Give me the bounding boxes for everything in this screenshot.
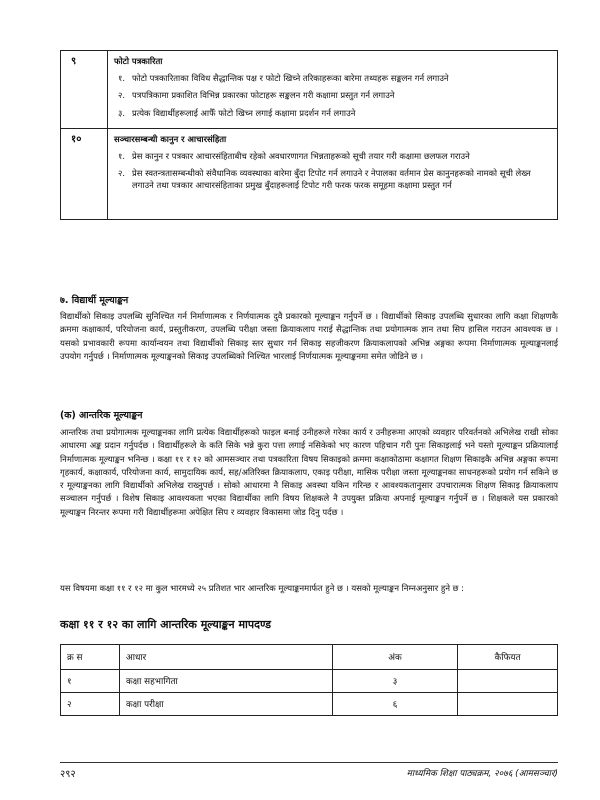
unit-content bbox=[108, 51, 558, 129]
item-number: २. bbox=[118, 90, 126, 101]
cell-sn: १ bbox=[61, 670, 120, 693]
unit-item bbox=[114, 89, 551, 101]
item-number: १. bbox=[118, 73, 126, 84]
criteria-title: कक्षा ११ र १२ का लागि आन्तरिक मूल्याङ्कन मापदण्ड bbox=[60, 618, 272, 631]
unit-row bbox=[61, 51, 558, 129]
footer-divider bbox=[60, 762, 558, 763]
column-header: अंक bbox=[333, 645, 458, 670]
item-number: १. bbox=[118, 150, 126, 161]
unit-number: १० bbox=[61, 128, 108, 219]
unit-item bbox=[114, 150, 551, 162]
unit-item bbox=[114, 167, 551, 191]
cell-sn: २ bbox=[61, 693, 120, 716]
criteria-table bbox=[60, 644, 558, 716]
cell-basis: कक्षा परीक्षा bbox=[120, 693, 333, 716]
item-text: प्रेस स्वतन्त्रतासम्बन्धीको संवैधानिक व्यवस्थाका बारेमा बुँदा टिपोट गर्न लगाउने र नेपालका वर्तमान प्रेस कानुनहरूको नामको सूची लेख्न लगाउने तथा पत्रकार आचारसंहिताका प्रमुख बुँदाहरूलाई टिपोट गरी फरक फरक समूहमा कक्षामा प्रस्तुत गर्न bbox=[132, 168, 531, 191]
unit-title: सञ्चारसम्बन्धी कानुन र आचारसंहिता bbox=[114, 133, 227, 144]
unit-number: ९ bbox=[61, 51, 108, 129]
internal-paragraph-1: आन्तरिक तथा प्रयोगात्मक मूल्याङ्कनका लागि प्रत्येक विद्यार्थीहरूको फाइल बनाई उनीहरूले गरेका कार्य र उनीहरूमा आएको व्यवहार परिवर्तनको अभिलेख राखी सोका आधारमा अङ्क प्रदान गर्नुपर्दछ । विद्यार्थीहरूले के कति सिके भन्ने कुरा पत्ता लगाई नसिकेको भए कारण पहिचान गरी पुनः सिकाइलाई भने यस्तो मूल्याङ्कन प्रक्रियालाई निर्माणात्मक मूल्याङ्कन भनिन्छ । कक्षा ११ र १२ को आमसञ्चार तथा पत्रकारिता विषय सिकाइको क्रममा कक्षाकोठामा कक्षागत शिक्षण सिकाइकै अभिन्न अङ्गका रूपमा गृहकार्य, कक्षाकार्य, परियोजना कार्य, सामुदायिक कार्य, सह/अतिरिक्त क्रियाकलाप, एकाइ परीक्षा, मासिक परीक्षा जस्ता मूल्याङ्कनका साधनहरूको प्रयोग गर्न सकिने छ र मूल्याङ्कनका लागि विद्यार्थीको अभिलेख राख्नुपर्छ । सोको आधारमा नै सिकाइ अवस्था यकिन गरिन्छ र आवश्यकतानुसार उपचारात्मक शिक्षण सिकाइ क्रियाकलाप सञ्चालन गर्नुपर्छ । विशेष सिकाइ आवश्यकता भएका विद्यार्थीका लागि विषय शिक्षकले नै उपयुक्त प्रक्रिया अपनाई मूल्याङ्कन गर्नुपर्ने छ । शिक्षकले यस प्रकारको मूल्याङ्कन निरन्तर रूपमा गरी विद्यार्थीहरूमा अपेक्षित सिप र व्यवहार विकासमा जोड दिनु पर्दछ । bbox=[60, 427, 558, 517]
column-header: आधार bbox=[120, 645, 333, 670]
cell-remarks bbox=[458, 670, 558, 693]
item-text: पत्रपत्रिकामा प्रकाशित विभिन्न प्रकारका फोटाहरू सङ्कलन गरी कक्षामा प्रस्तुत गर्न लगाउने bbox=[132, 90, 395, 101]
cell-basis: कक्षा सहभागिता bbox=[120, 670, 333, 693]
unit-row bbox=[61, 128, 558, 219]
assessment-paragraph: विद्यार्थीको सिकाइ उपलब्धि सुनिश्चित गर्न निर्माणात्मक र निर्णयात्मक दुवै प्रकारको मूल्याङ्कन गर्नुपर्ने छ । विद्यार्थीको सिकाइ उपलब्धि सुधारका लागि कक्षा शिक्षणकै क्रममा कक्षाकार्य, परियोजना कार्य, प्रस्तुतीकरण, उपलब्धि परीक्षा जस्ता क्रियाकलाप गराई सैद्धान्तिक तथा प्रयोगात्मक ज्ञान तथा सिप हासिल गराउन आवश्यक छ । यसको प्रभावकारी रूपमा कार्यान्वयन तथा विद्यार्थीको सिकाइ स्तर सुधार गर्न सिकाइ सहजीकरण क्रियाकलापको अभिन्न अङ्गका रूपमा निर्माणात्मक मूल्याङ्कनलाई उपयोग गर्नुपर्छ । निर्माणात्मक मूल्याङ्कनको सिकाइ उपलब्धिको निश्चित भारलाई निर्णयात्मक मूल्याङ्कनमा समेत जोडिने छ । bbox=[60, 311, 558, 361]
page-number: २९२ bbox=[60, 769, 76, 780]
section-heading-assessment: ७. विद्यार्थी मूल्याङ्कन bbox=[60, 295, 129, 306]
table-header-row bbox=[61, 645, 558, 670]
table-row bbox=[61, 670, 558, 693]
internal-paragraph-2: यस विषयमा कक्षा ११ र १२ मा कुल भारमध्ये २५ प्रतिशत भार आन्तरिक मूल्याङ्कनमार्फत हुने छ । यसको मूल्याङ्कन निम्नअनुसार हुने छ : bbox=[60, 583, 464, 593]
unit-content bbox=[108, 128, 558, 219]
column-header: क्र स bbox=[61, 645, 120, 670]
unit-title: फोटो पत्रकारिता bbox=[114, 56, 163, 66]
unit-item bbox=[114, 107, 551, 119]
footer-title: माध्यमिक शिक्षा पाठ्यक्रम, २०७६ (आमसञ्चार) bbox=[406, 769, 558, 779]
table-row bbox=[61, 693, 558, 716]
item-number: ३. bbox=[118, 107, 126, 118]
unit-table bbox=[60, 50, 558, 220]
item-text: प्रेस कानुन र पत्रकार आचारसंहिताबीच रहेको अवधारणागत भिन्नताहरूको सूची तयार गरी कक्षामा छलफल गराउने bbox=[132, 150, 470, 161]
item-text: फोटो पत्रकारिताका विविध सैद्धान्तिक पक्ष र फोटो खिच्ने तरिकाहरूका बारेमा तथ्यहरू सङ्कलन गर्न लगाउने bbox=[132, 73, 449, 84]
cell-marks: ३ bbox=[333, 670, 458, 693]
item-number: २. bbox=[118, 168, 126, 179]
item-text: प्रत्येक विद्यार्थीहरूलाई आफैँ फोटो खिच्न लगाई कक्षामा प्रदर्शन गर्न लगाउने bbox=[132, 107, 356, 118]
cell-remarks bbox=[458, 693, 558, 716]
section-heading-internal: (क) आन्तरिक मूल्याङ्कन bbox=[60, 410, 143, 421]
unit-item bbox=[114, 72, 551, 84]
cell-marks: ६ bbox=[333, 693, 458, 716]
column-header: कैफियत bbox=[458, 645, 558, 670]
